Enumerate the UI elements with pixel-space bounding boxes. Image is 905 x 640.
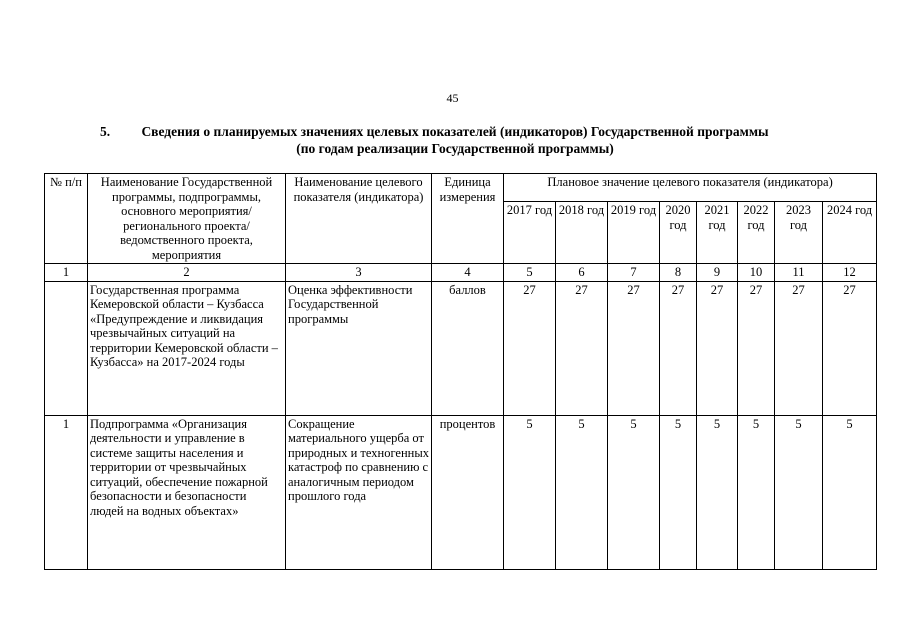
header-year: 2018 год bbox=[556, 202, 608, 264]
column-index: 8 bbox=[660, 264, 697, 282]
indicators-table bbox=[44, 173, 877, 570]
header-program-name: Наименование Государственной программы, подпрограммы, основного мероприятия/регионального проекта/ведомственного проекта, мероприятия bbox=[88, 174, 286, 264]
column-index: 3 bbox=[286, 264, 432, 282]
row-program: Подпрограмма «Организация деятельности и управление в системе защиты населения и территории от чрезвычайных ситуаций, обеспечение пожарной безопасности и безопасности людей на водных объектах» bbox=[88, 415, 286, 569]
row-value: 5 bbox=[660, 415, 697, 569]
row-value: 5 bbox=[504, 415, 556, 569]
row-value: 5 bbox=[608, 415, 660, 569]
row-indicator: Оценка эффективности Государственной программы bbox=[286, 281, 432, 415]
header-year: 2017 год bbox=[504, 202, 556, 264]
row-unit: процентов bbox=[432, 415, 504, 569]
header-year: 2020 год bbox=[660, 202, 697, 264]
header-row bbox=[45, 174, 877, 202]
row-value: 5 bbox=[556, 415, 608, 569]
column-index: 2 bbox=[88, 264, 286, 282]
row-num: 1 bbox=[45, 415, 88, 569]
table-row bbox=[45, 415, 877, 569]
row-value: 5 bbox=[823, 415, 877, 569]
row-value: 5 bbox=[775, 415, 823, 569]
header-year: 2022 год bbox=[738, 202, 775, 264]
column-index: 1 bbox=[45, 264, 88, 282]
row-num bbox=[45, 281, 88, 415]
header-year: 2021 год bbox=[697, 202, 738, 264]
row-program: Государственная программа Кемеровской области – Кузбасса «Предупреждение и ликвидация чрезвычайных ситуаций на территории Кемеровской области – Кузбасса» на 2017-2024 годы bbox=[88, 281, 286, 415]
header-num: № п/п bbox=[45, 174, 88, 264]
column-index: 10 bbox=[738, 264, 775, 282]
header-year: 2019 год bbox=[608, 202, 660, 264]
column-index: 5 bbox=[504, 264, 556, 282]
table-row bbox=[45, 281, 877, 415]
column-index: 9 bbox=[697, 264, 738, 282]
row-value: 27 bbox=[823, 281, 877, 415]
column-index: 12 bbox=[823, 264, 877, 282]
column-index: 11 bbox=[775, 264, 823, 282]
header-year: 2024 год bbox=[823, 202, 877, 264]
row-value: 5 bbox=[697, 415, 738, 569]
header-unit: Единица измерения bbox=[432, 174, 504, 264]
row-value: 27 bbox=[775, 281, 823, 415]
row-value: 5 bbox=[738, 415, 775, 569]
row-value: 27 bbox=[556, 281, 608, 415]
row-unit: баллов bbox=[432, 281, 504, 415]
column-index: 6 bbox=[556, 264, 608, 282]
row-value: 27 bbox=[697, 281, 738, 415]
column-index: 7 bbox=[608, 264, 660, 282]
row-value: 27 bbox=[504, 281, 556, 415]
section-heading bbox=[60, 123, 850, 157]
header-planned-value: Плановое значение целевого показателя (индикатора) bbox=[504, 174, 877, 202]
section-title-line2: (по годам реализации Государственной программы) bbox=[296, 141, 614, 156]
column-index-row bbox=[45, 264, 877, 282]
section-number: 5. bbox=[100, 124, 111, 139]
page-number: 45 bbox=[446, 91, 459, 105]
column-index: 4 bbox=[432, 264, 504, 282]
row-indicator: Сокращение материального ущерба от природных и техногенных катастроф по сравнению с аналогичным периодом прошлого года bbox=[286, 415, 432, 569]
row-value: 27 bbox=[608, 281, 660, 415]
header-year: 2023 год bbox=[775, 202, 823, 264]
header-indicator-name: Наименование целевого показателя (индикатора) bbox=[286, 174, 432, 264]
section-title-line1: Сведения о планируемых значениях целевых показателей (индикаторов) Государственной программы bbox=[141, 124, 769, 139]
row-value: 27 bbox=[738, 281, 775, 415]
row-value: 27 bbox=[660, 281, 697, 415]
